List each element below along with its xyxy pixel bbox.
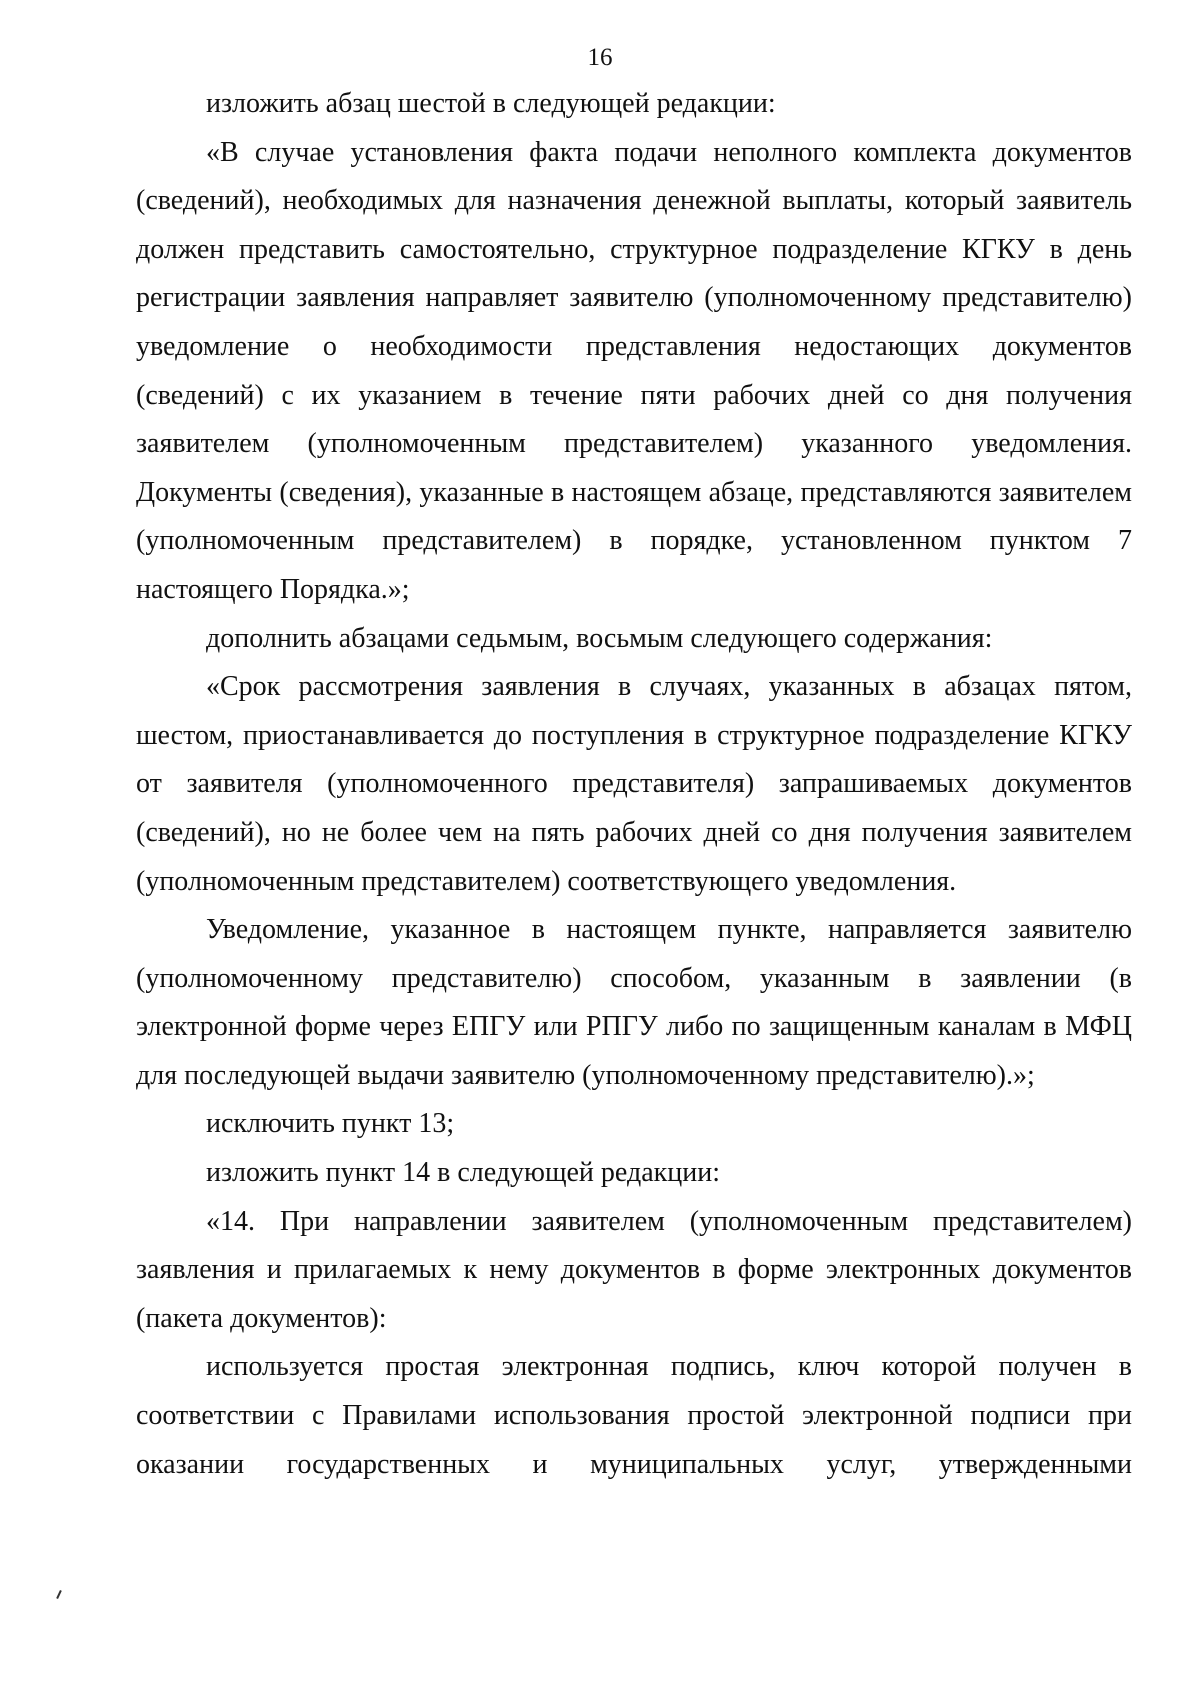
paragraph: «14. При направлении заявителем (уполномоченным представителем) заявления и прилагаемых к нему документов в форме электронных документов (пакета документов): [136,1205,1132,1334]
paragraph: исключить пункт 13; [206,1108,455,1140]
paragraph: используется простая электронная подпись, ключ которой получен в соответствии с Правилами использования простой электронной подписи при оказании государственных и муниципальных услуг, утвержденными [136,1351,1132,1480]
scan-mark [56,1590,62,1599]
paragraph: дополнить абзацами седьмым, восьмым следующего содержания: [206,622,993,654]
paragraph: «В случае установления факта подачи неполного комплекта документов (сведений), необходимых для назначения денежной выплаты, который заявитель должен представить самостоятельно, структурное подразделение КГКУ в день регистрации заявления направляет заявителю (уполномоченному представителю) уведомление о необходимости представления недостающих документов (сведений) с их указанием в течение пяти рабочих дней со дня получения заявителем (уполномоченным представителем) указанного уведомления. Документы (сведения), указанные в настоящем абзаце, представляются заявителем (уполномоченным представителем) в порядке, установленном пунктом 7 настоящего Порядка.»; [136,136,1132,605]
page-number: 16 [587,44,613,71]
paragraph: Уведомление, указанное в настоящем пункте, направляется заявителю (уполномоченному представителю) способом, указанным в заявлении (в электронной форме через ЕПГУ или РПГУ либо по защищенным каналам в МФЦ для последующей выдачи заявителю (уполномоченному представителю).»; [136,914,1132,1091]
paragraph: изложить абзац шестой в следующей редакции: [206,88,776,119]
paragraph: изложить пункт 14 в следующей редакции: [206,1157,720,1189]
document-body [136,80,1132,1489]
paragraph: «Срок рассмотрения заявления в случаях, указанных в абзацах пятом, шестом, приостанавливается до поступления в структурное подразделение КГКУ от заявителя (уполномоченного представителя) запрашиваемых документов (сведений), но не более чем на пять рабочих дней со дня получения заявителем (уполномоченным представителем) соответствующего уведомления. [136,671,1132,897]
